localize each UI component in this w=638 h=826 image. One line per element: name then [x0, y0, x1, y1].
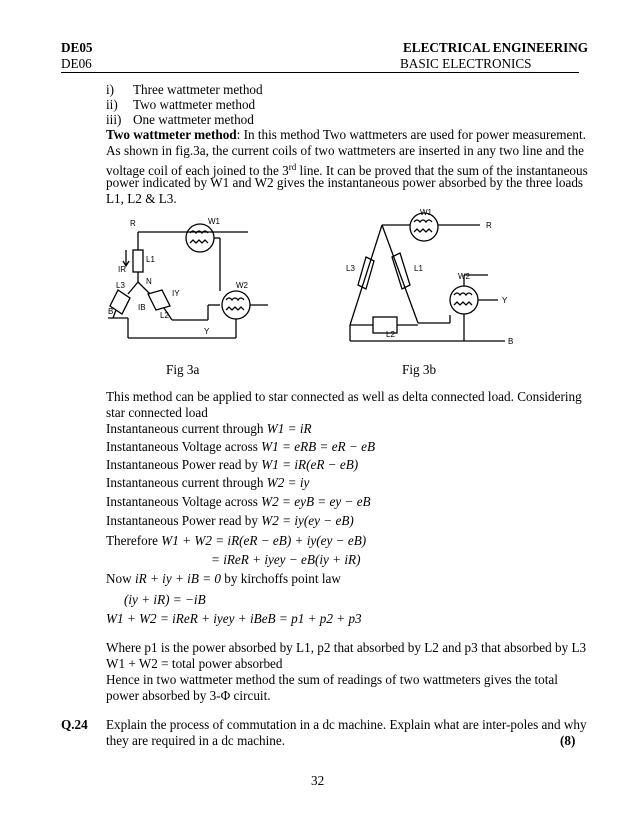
fig3a-label-ir: IR — [118, 265, 126, 274]
question-number: Q.24 — [61, 717, 88, 732]
para1-line3b: line. It can be proved that the sum of the instantaneous — [296, 163, 588, 178]
fig3b-label-l1: L1 — [414, 264, 423, 273]
eq-8: = iReR + iyey − eB(iy + iR) — [211, 552, 361, 567]
eq6-math: W2 = iy(ey − eB) — [261, 513, 354, 528]
list-num-1: i) — [106, 82, 115, 97]
fig3b-caption: Fig 3b — [402, 362, 437, 377]
figure-3b-diagram — [340, 205, 525, 355]
eq4-math: W2 = iy — [266, 475, 310, 490]
question-marks: (8) — [560, 733, 576, 748]
question-line2: they are required in a dc machine. — [106, 733, 286, 748]
para1-line1-text: : In this method Two wattmeters are used for power measurement. — [236, 127, 586, 142]
fig3a-label-b: B — [108, 307, 114, 316]
eq7-math: W1 + W2 = iR(eR − eB) + iy(ey − eB) — [161, 533, 367, 548]
eq-6 — [106, 513, 354, 529]
header-subject-2: BASIC ELECTRONICS — [400, 56, 532, 71]
para1-line3a: voltage coil of each joined to the 3 — [106, 163, 289, 178]
fig3a-label-l1: L1 — [146, 255, 155, 264]
eq-3 — [106, 457, 358, 473]
eq-10: (iy + iR) = −iB — [124, 592, 206, 607]
fig3a-label-w1: W1 — [208, 217, 220, 226]
header-code-2: DE06 — [61, 56, 92, 71]
eq5-math: W2 = eyB = ey − eB — [261, 494, 371, 509]
eq9-tail: by kirchoffs point law — [224, 571, 341, 586]
eq2-text: Instantaneous Voltage across — [106, 439, 258, 454]
list-text-2: Two wattmeter method — [133, 97, 256, 112]
para1-line2: As shown in fig.3a, the current coils of two wattmeters are inserted in any two line and the — [106, 143, 584, 158]
eq-7 — [106, 533, 366, 549]
eq3-text: Instantaneous Power read by — [106, 457, 258, 472]
question-line1: Explain the process of commutation in a dc machine. Explain what are inter-poles and why — [106, 717, 587, 732]
fig3a-label-r: R — [130, 219, 136, 228]
list-num-3: iii) — [106, 112, 122, 127]
eq2-math: W1 = eRB = eR − eB — [261, 439, 376, 454]
para1-line5: L1, L2 & L3. — [106, 191, 177, 206]
eq1-text: Instantaneous current through — [106, 421, 264, 436]
eq9-text: Now — [106, 571, 132, 586]
fig3a-label-n: N — [146, 277, 152, 286]
fig3a-label-l3: L3 — [116, 281, 125, 290]
eq-9 — [106, 571, 341, 587]
eq9-math: iR + iy + iB = 0 — [134, 571, 221, 586]
para1-line4: power indicated by W1 and W2 gives the instantaneous power absorbed by the three loads — [106, 175, 584, 190]
eq5-text: Instantaneous Voltage across — [106, 494, 258, 509]
para1-bold: Two wattmeter method — [106, 127, 237, 142]
fig3a-label-w2: W2 — [236, 281, 248, 290]
fig3a-label-y: Y — [204, 327, 210, 336]
para3-line3: Hence in two wattmeter method the sum of readings of two wattmeters gives the total — [106, 672, 558, 687]
list-text-3: One wattmeter method — [133, 112, 254, 127]
header-subject-1: ELECTRICAL ENGINEERING — [403, 40, 589, 55]
eq7-text: Therefore — [106, 533, 158, 548]
para1-line1 — [106, 127, 586, 143]
eq6-text: Instantaneous Power read by — [106, 513, 258, 528]
eq3-math: W1 = iR(eR − eB) — [261, 457, 359, 472]
header-code-1: DE05 — [61, 40, 93, 55]
fig3b-label-y: Y — [502, 296, 508, 305]
header-rule — [61, 72, 579, 73]
fig3a-label-iy: IY — [172, 289, 180, 298]
eq1-math: W1 = iR — [266, 421, 312, 436]
figure-3a-diagram — [108, 210, 283, 360]
fig3b-label-w1: W1 — [420, 208, 432, 217]
list-text-1: Three wattmeter method — [133, 82, 263, 97]
para2-line2: star connected load — [106, 405, 208, 420]
figure-3b — [340, 205, 525, 355]
fig3a-label-l2: L2 — [160, 311, 169, 320]
page-number: 32 — [311, 773, 325, 788]
fig3b-label-l2: L2 — [386, 330, 395, 339]
fig3b-label-l3: L3 — [346, 264, 355, 273]
fig3b-label-b: B — [508, 337, 514, 346]
eq-2 — [106, 439, 375, 455]
eq-5 — [106, 494, 371, 510]
eq-11: W1 + W2 = iReR + iyey + iBeB = p1 + p2 + p3 — [106, 611, 362, 626]
eq4-text: Instantaneous current through — [106, 475, 264, 490]
fig3b-label-r: R — [486, 221, 492, 230]
para3-line2: W1 + W2 = total power absorbed — [106, 656, 283, 671]
eq-1 — [106, 421, 312, 437]
figure-3a — [108, 210, 283, 360]
fig3a-caption: Fig 3a — [166, 362, 200, 377]
fig3a-label-ib: IB — [138, 303, 146, 312]
para2-line1: This method can be applied to star connected as well as delta connected load. Considering — [106, 389, 582, 404]
list-num-2: ii) — [106, 97, 118, 112]
para3-line1: Where p1 is the power absorbed by L1, p2 that absorbed by L2 and p3 that absorbed by L3 — [106, 640, 587, 655]
para3-line4: power absorbed by 3-Φ circuit. — [106, 688, 271, 703]
para1-line3sup: rd — [288, 162, 297, 172]
fig3b-label-w2: W2 — [458, 272, 470, 281]
eq-4 — [106, 475, 309, 491]
